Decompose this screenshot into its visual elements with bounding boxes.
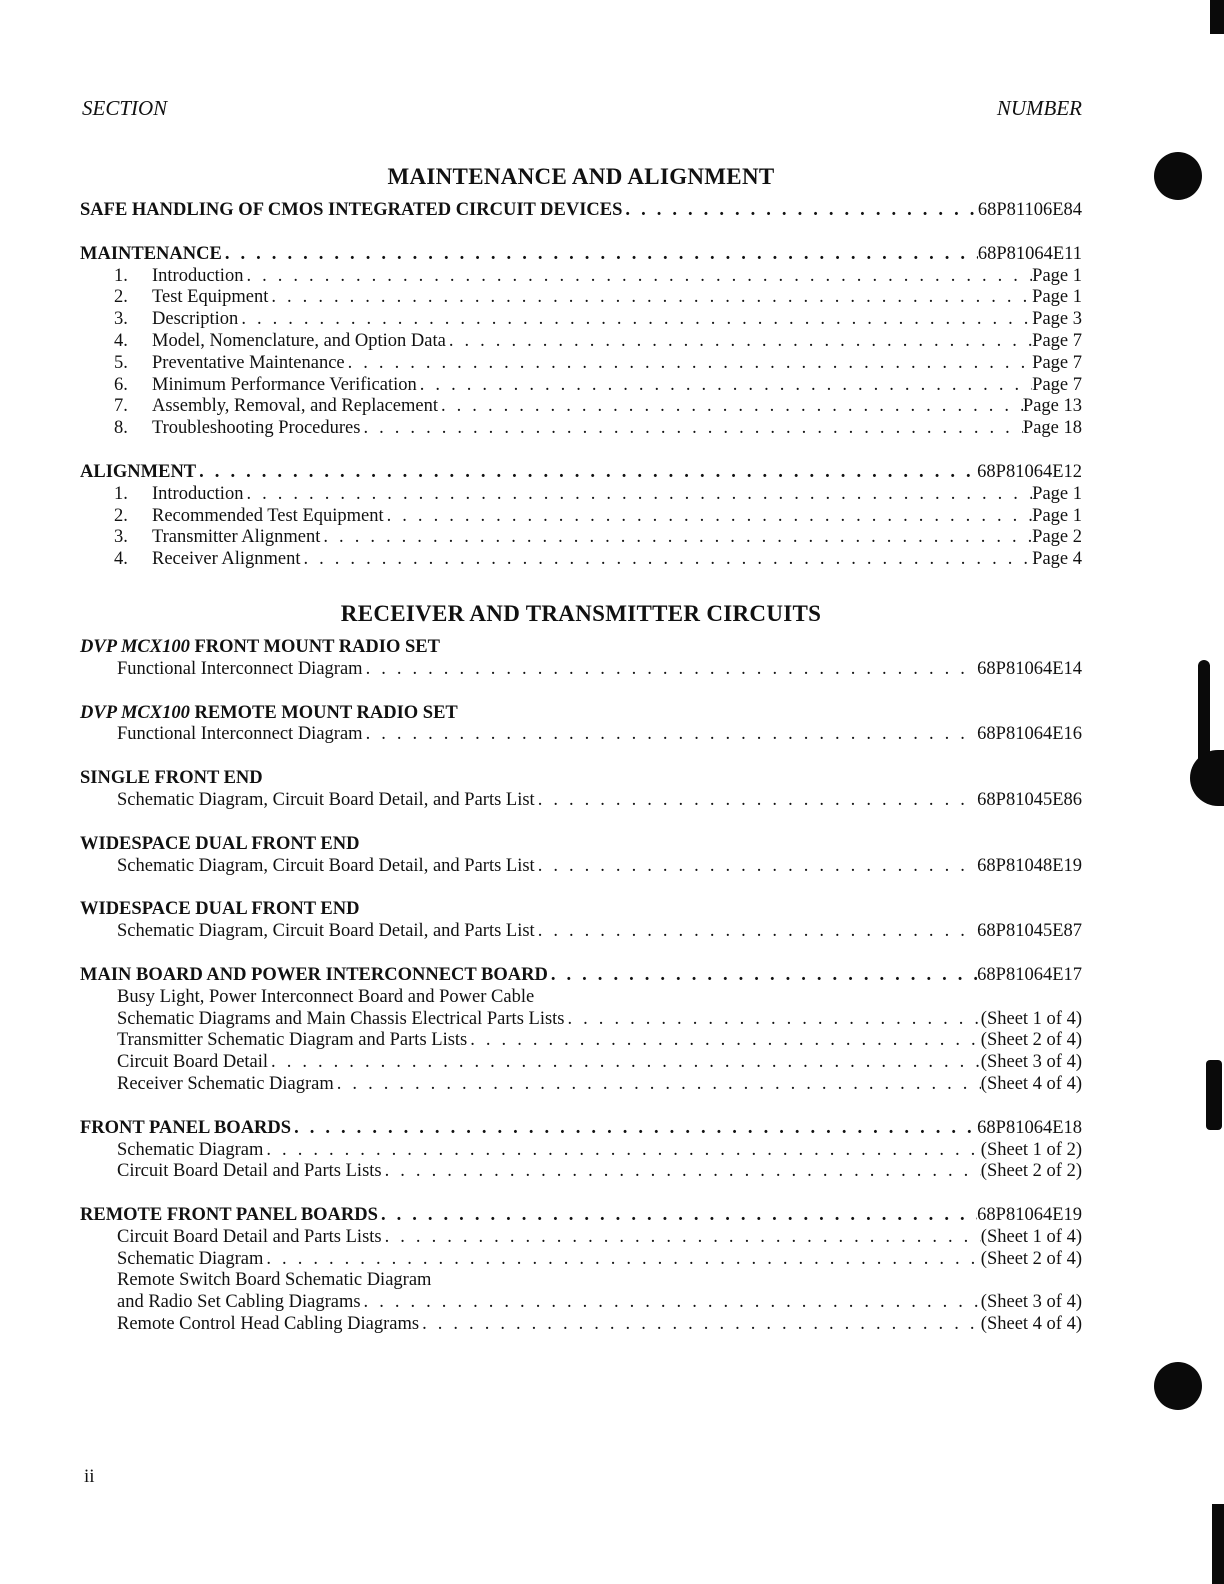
item-number: 3.: [114, 527, 128, 548]
sheet-number: (Sheet 1 of 4): [980, 1226, 1082, 1247]
item-label: Assembly, Removal, and Replacement: [152, 396, 438, 417]
item-label: Circuit Board Detail: [117, 1052, 269, 1073]
section-title-receiver-transmitter: RECEIVER AND TRANSMITTER CIRCUITS: [340, 600, 822, 626]
toc-sheet-item[interactable]: [80, 1030, 1082, 1052]
model-name: DVP MCX100: [80, 702, 190, 723]
item-number: 4.: [114, 330, 128, 351]
item-label: Receiver Schematic Diagram: [117, 1073, 334, 1094]
scan-mark-lower: [1206, 1060, 1222, 1130]
leader-dots: [243, 484, 1032, 506]
entry-label: Busy Light, Power Interconnect Board and Power Cable: [117, 986, 535, 1007]
item-number: 1.: [114, 483, 128, 504]
item-page: Page 13: [1022, 396, 1082, 417]
leader-dots: [548, 965, 977, 987]
leader-dots: [291, 1118, 977, 1140]
item-page: Page 1: [1032, 287, 1082, 308]
entry-label: Functional Interconnect Diagram: [117, 658, 363, 679]
item-label: Troubleshooting Procedures: [152, 418, 361, 439]
sheet-number: (Sheet 3 of 4): [980, 1052, 1082, 1073]
toc-item[interactable]: [80, 353, 1082, 375]
binder-hole-mid: [1190, 750, 1224, 806]
leader-dots: [384, 506, 1033, 528]
leader-dots: [363, 724, 978, 746]
model-name: DVP MCX100: [80, 636, 190, 657]
item-number: 7.: [114, 396, 128, 417]
toc-sheet-item[interactable]: [80, 1052, 1082, 1074]
toc-entry-widespace-dual-front-end[interactable]: [80, 921, 1082, 943]
entry-label: MAINTENANCE: [80, 243, 222, 264]
entry-label: SAFE HANDLING OF CMOS INTEGRATED CIRCUIT DEVICES: [80, 200, 623, 220]
toc-sheet-item[interactable]: [80, 1314, 1082, 1336]
doc-number: 68P81064E14: [977, 658, 1082, 679]
scan-mark-top: [1210, 0, 1224, 34]
item-page: Page 4: [1032, 549, 1082, 570]
section-title-maintenance-alignment: MAINTENANCE AND ALIGNMENT: [387, 164, 775, 189]
item-number: 6.: [114, 374, 128, 395]
item-page: Page 3: [1032, 309, 1082, 330]
toc-sheet-item[interactable]: [80, 1074, 1082, 1096]
item-label: Schematic Diagram: [117, 1248, 264, 1269]
leader-dots: [438, 396, 1023, 418]
leader-dots: [196, 462, 977, 484]
entry-label: FRONT MOUNT RADIO SET: [194, 636, 440, 657]
item-page: Page 7: [1032, 330, 1082, 351]
item-label: Receiver Alignment: [152, 549, 301, 570]
toc-heading-single-front-end: [80, 768, 1082, 790]
leader-dots: [622, 200, 977, 222]
item-page: Page 2: [1032, 527, 1082, 548]
item-label: and Radio Set Cabling Diagrams: [117, 1292, 361, 1313]
toc-sheet-item[interactable]: [80, 1227, 1082, 1249]
entry-label: WIDESPACE DUAL FRONT END: [80, 833, 360, 854]
item-page: Page 7: [1032, 374, 1082, 395]
doc-number: 68P81064E16: [977, 724, 1082, 745]
leader-dots: [417, 375, 1032, 397]
leader-dots: [363, 659, 978, 681]
leader-dots: [268, 1052, 981, 1074]
item-label: Circuit Board Detail and Parts Lists: [117, 1161, 382, 1182]
entry-label: WIDESPACE DUAL FRONT END: [80, 899, 360, 920]
toc-entry-front-panel-boards[interactable]: [80, 1118, 1082, 1140]
leader-dots: [446, 331, 1032, 353]
entry-label: Schematic Diagram, Circuit Board Detail, and Parts List: [117, 855, 535, 876]
item-page: Page 1: [1032, 483, 1082, 504]
item-page: Page 7: [1032, 352, 1082, 373]
leader-dots: [222, 244, 978, 266]
leader-dots: [320, 527, 1032, 549]
item-label: Circuit Board Detail and Parts Lists: [117, 1226, 382, 1247]
leader-dots: [268, 287, 1032, 309]
sheet-number: (Sheet 3 of 4): [980, 1292, 1082, 1313]
entry-label: MAIN BOARD AND POWER INTERCONNECT BOARD: [80, 964, 548, 985]
item-number: 2.: [114, 505, 128, 526]
table-of-contents: [80, 164, 1082, 1336]
item-label: Model, Nomenclature, and Option Data: [152, 330, 446, 351]
toc-subheading: [80, 1270, 1082, 1292]
leader-dots: [535, 790, 977, 812]
doc-number: 68P81064E12: [977, 461, 1082, 482]
item-number: 1.: [114, 265, 128, 286]
toc-heading-front-mount: [80, 637, 1082, 659]
toc-sheet-item[interactable]: [80, 1140, 1082, 1162]
doc-number: 68P81064E19: [977, 1205, 1082, 1226]
leader-dots: [300, 549, 1032, 571]
scan-mark-bottom: [1212, 1504, 1224, 1584]
doc-number: 68P81064E11: [977, 243, 1082, 264]
entry-label: REMOTE MOUNT RADIO SET: [194, 702, 458, 723]
toc-item[interactable]: [80, 484, 1082, 506]
entry-label: REMOTE FRONT PANEL BOARDS: [80, 1205, 378, 1226]
item-number: 4.: [114, 549, 128, 570]
toc-entry-remote-front-panel-boards[interactable]: [80, 1205, 1082, 1227]
item-label: Remote Control Head Cabling Diagrams: [117, 1314, 420, 1335]
leader-dots: [263, 1249, 980, 1271]
sheet-number: (Sheet 4 of 4): [980, 1073, 1082, 1094]
toc-item[interactable]: [80, 375, 1082, 397]
sheet-number: (Sheet 2 of 4): [980, 1030, 1082, 1051]
toc-item[interactable]: [80, 527, 1082, 549]
entry-label: ALIGNMENT: [80, 461, 197, 482]
leader-dots: [467, 1030, 981, 1052]
doc-number: 68P81106E84: [977, 200, 1082, 220]
toc-item[interactable]: [80, 266, 1082, 288]
item-number: 2.: [114, 287, 128, 308]
sheet-number: (Sheet 1 of 4): [980, 1008, 1082, 1029]
toc-sheet-item[interactable]: [80, 1249, 1082, 1271]
item-label: Schematic Diagrams and Main Chassis Electrical Parts Lists: [117, 1008, 565, 1029]
toc-sheet-item[interactable]: [80, 1009, 1082, 1031]
sheet-number: (Sheet 1 of 2): [980, 1139, 1082, 1160]
leader-dots: [334, 1074, 981, 1096]
toc-heading-widespace-dual-front-end: [80, 899, 1082, 921]
leader-dots: [361, 1292, 981, 1314]
item-label: Recommended Test Equipment: [152, 505, 384, 526]
toc-sheet-item[interactable]: [80, 1161, 1082, 1183]
toc-entry-cmos[interactable]: [80, 200, 1082, 222]
toc-item[interactable]: [80, 506, 1082, 528]
entry-label: Remote Switch Board Schematic Diagram: [117, 1270, 432, 1291]
entry-label: Schematic Diagram, Circuit Board Detail, and Parts List: [117, 921, 535, 942]
leader-dots: [360, 418, 1022, 440]
doc-number: 68P81045E86: [977, 789, 1082, 810]
toc-item[interactable]: [80, 331, 1082, 353]
item-label: Schematic Diagram: [117, 1139, 264, 1160]
item-label: Minimum Performance Verification: [152, 374, 417, 395]
toc-item[interactable]: [80, 396, 1082, 418]
leader-dots: [238, 309, 1032, 331]
sheet-number: (Sheet 4 of 4): [980, 1314, 1082, 1335]
doc-number: 68P81045E87: [977, 921, 1082, 942]
doc-number: 68P81048E19: [977, 855, 1082, 876]
entry-label: SINGLE FRONT END: [80, 768, 263, 789]
item-label: Transmitter Schematic Diagram and Parts Lists: [117, 1030, 468, 1051]
page-number: ii: [84, 1466, 95, 1487]
doc-number: 68P81064E18: [977, 1117, 1082, 1138]
item-label: Transmitter Alignment: [152, 527, 321, 548]
item-label: Introduction: [152, 483, 244, 504]
sheet-number: (Sheet 2 of 2): [980, 1161, 1082, 1182]
item-label: Preventative Maintenance: [152, 352, 345, 373]
item-label: Description: [152, 309, 239, 330]
toc-entry-remote-mount-diagram[interactable]: [80, 724, 1082, 746]
toc-item[interactable]: [80, 418, 1082, 440]
leader-dots: [419, 1314, 981, 1336]
toc-item[interactable]: [80, 309, 1082, 331]
leader-dots: [382, 1227, 981, 1249]
toc-entry-alignment[interactable]: [80, 462, 1082, 484]
toc-sheet-item[interactable]: [80, 1292, 1082, 1314]
binder-hole-bottom: [1154, 1362, 1202, 1410]
toc-entry-single-front-end[interactable]: [80, 790, 1082, 812]
leader-dots: [565, 1009, 981, 1031]
header-section-label: SECTION: [82, 96, 168, 120]
leader-dots: [535, 921, 977, 943]
header-number-label: NUMBER: [996, 96, 1082, 120]
leader-dots: [263, 1140, 980, 1162]
toc-item[interactable]: [80, 549, 1082, 571]
item-number: 5.: [114, 352, 128, 373]
item-number: 8.: [114, 418, 128, 439]
item-label: Test Equipment: [152, 287, 269, 308]
leader-dots: [382, 1161, 981, 1183]
leader-dots: [535, 856, 977, 878]
leader-dots: [378, 1205, 977, 1227]
toc-entry-maintenance[interactable]: [80, 244, 1082, 266]
binder-hole-top: [1154, 152, 1202, 200]
leader-dots: [243, 266, 1032, 288]
entry-label: Schematic Diagram, Circuit Board Detail, and Parts List: [117, 789, 535, 810]
sheet-number: (Sheet 2 of 4): [980, 1248, 1082, 1269]
item-number: 3.: [114, 309, 128, 330]
toc-entry-main-board[interactable]: [80, 965, 1082, 987]
entry-label: FRONT PANEL BOARDS: [80, 1117, 292, 1138]
toc-heading-remote-mount: [80, 703, 1082, 725]
entry-label: Functional Interconnect Diagram: [117, 724, 363, 745]
item-page: Page 1: [1032, 265, 1082, 286]
leader-dots: [345, 353, 1033, 375]
toc-subheading: [80, 987, 1082, 1009]
toc-entry-widespace-dual-front-end[interactable]: [80, 856, 1082, 878]
toc-item[interactable]: [80, 287, 1082, 309]
toc-entry-front-mount-diagram[interactable]: [80, 659, 1082, 681]
toc-heading-widespace-dual-front-end: [80, 834, 1082, 856]
doc-number: 68P81064E17: [977, 964, 1082, 985]
item-label: Introduction: [152, 265, 244, 286]
item-page: Page 1: [1032, 505, 1082, 526]
item-page: Page 18: [1022, 418, 1082, 439]
